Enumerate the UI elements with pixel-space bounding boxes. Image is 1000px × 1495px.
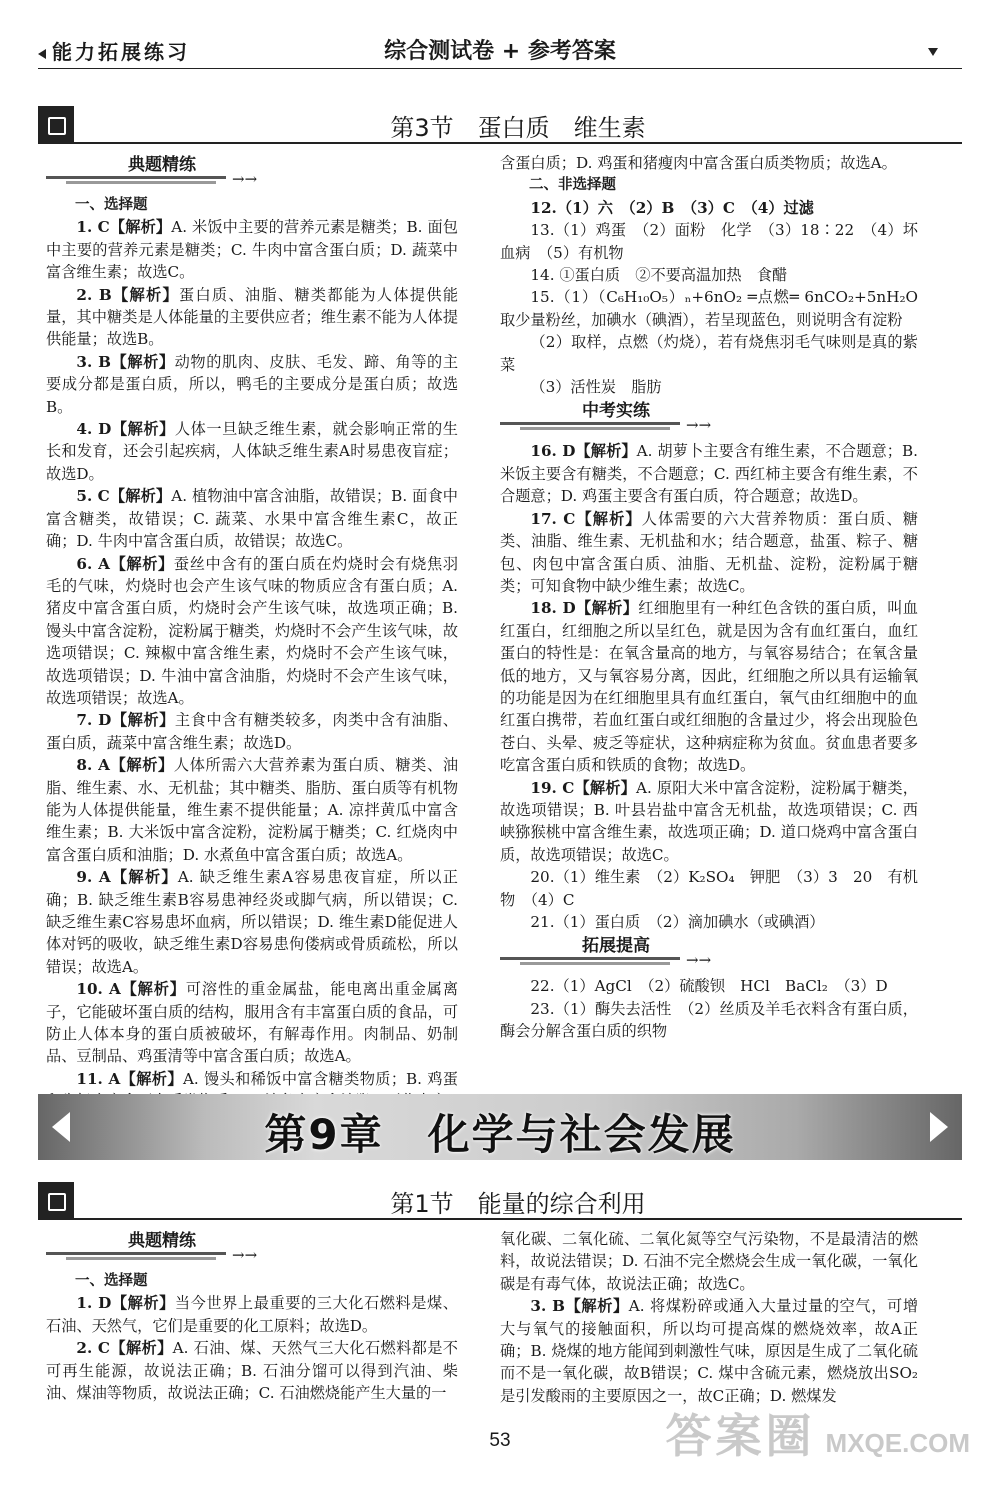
double-arrow-icon: →→ xyxy=(232,1246,258,1264)
answer-item: 11. A【解析】A. 馒头和稀饭中富含糖类物质；B. 鸡蛋 xyxy=(76,1069,458,1088)
arrow-stripes-icon xyxy=(500,957,680,967)
section1-left-column: 典题精练 →→ 一、选择题 1. C【解析】A. 米饭中主要的营养元素是糖类；B. 面包中主要的营养元素是糖类；C. 牛肉中富含蛋白质；D. 蔬菜中富含维生素；故选C。 2. B【解析】蛋白质、油脂、糖类都能为人体提供能量，其中糖类是人体能量的主要供应者；维生素不能为人体提供能量；故选B。 3. B【解析】动物的肌肉、皮肤、毛发、蹄、角等的主要成分都是蛋白质，所以，鸭毛的主要成分是蛋白质；故选B。 4. D【解析】人体一旦缺乏维生素，就会影响正常的生长和发育，还会引起疾病，人体缺乏维生素A时易患夜盲症；故选D。 5. C【解析】A. 植物油中富含油脂，故错误；B. 面食中富含糖类，故错误；C. 蔬菜、水果中富含维生素C，故正确；D. 牛肉中富含蛋白质，故错误；故选C。 6. A【解析】蚕丝中含有的蛋白质在灼烧时会有烧焦羽毛的气味，灼烧时也会产生该气味的物质应含有蛋白质；A. 猪皮中富含蛋白质，灼烧时会产生该气味，故选项正确；B. 馒头中富含淀粉，淀粉属于糖类，灼烧时不会产生该气味，故选项错误；C. 辣椒中富含维生素，灼烧时不会产生该气味，故选项错误；D. 牛油中富含油脂，灼烧时不会产生该气味，故选项错误；故选A。 7. D【解析】主食中含有糖类较多，肉类中含有油脂、蛋白质，蔬菜中富含维生素；故选D。 8. A【解析】人体所需六大营养素为蛋白质、糖类、油脂、维生素、水、无机盐；其中糖类、脂肪、蛋白质等有机物能为人体提供能量，维生素不提供能量；A. 凉拌黄瓜中富含维生素；B. 大米饭中富含淀粉，淀粉属于糖类；C. 红烧肉中富含蛋白质和油脂；D. 水煮鱼中富含蛋白质；故选A。 9. A【解析】A. 缺乏维生素A容易患夜盲症，所以正确；B. 缺乏维生素B容易患神经炎或脚气病，所以错误；C. 缺乏维生素C容易患坏血病，所以错误；D. 维生素D能促进人体对钙的吸收，缺乏维生素D容易患佝偻病或骨质疏松，所以错误；故选A。 10. A【解析】可溶性的重金属盐，能电离出重金属离子，它能破坏蛋白质的结构，服用含有丰富蛋白质的食品，可防止人体本身的蛋白质被破坏，有解毒作用。肉制品、奶制品、豆制品、鸡蛋清等中富含蛋白质；故选A。 11. A【解析】A. 馒头和稀饭中富含糖类物质；B. 鸡蛋 xyxy=(46,152,458,1113)
answer-item: 3. B【解析】动物的肌肉、皮肤、毛发、蹄、角等的主要成分都是蛋白质，所以，鸭毛的主要成分是蛋白质；故选B。 xyxy=(46,352,459,416)
answer-item: 1. C【解析】A. 米饭中主要的营养元素是糖类；B. 面包中主要的营养元素是糖类；C. 牛肉中富含蛋白质；D. 蔬菜中富含维生素；故选C。 xyxy=(46,218,458,282)
answer-item: 4. D【解析】人体一旦缺乏维生素，就会影响正常的生长和发育，还会引起疾病，人体缺乏维生素A时易患夜盲症；故选D。 xyxy=(46,420,458,483)
section-title: 第3节 蛋白质 维生素 xyxy=(390,114,646,142)
section-title-bar xyxy=(38,1182,962,1220)
answer-item: 18. D【解析】红细胞里有一种红色含铁的蛋白质，叫血红蛋白，红细胞之所以呈红色，就是因为含有血红蛋白，血红蛋白的特性是：在氧含量高的地方，与氧容易结合；在氧含量低的地方，又与氧容易分离，因此，红细胞之所以具有运输氧的功能是因为在红细胞里具有血红蛋白，氧气由红细胞中的血红蛋白携带，若血红蛋白或红细胞的含量过少，将会出现脸色苍白、头晕、疲乏等症状，这种病症称为贫血。贫血患者要多吃富含蛋白质和铁质的食物；故选D。 xyxy=(500,599,918,775)
answer-item: 17. C【解析】人体需要的六大营养物质：蛋白质、糖类、油脂、维生素、无机盐和水；结合题意，盐蛋、粽子、糖包、肉包中富含蛋白质、油脂、无机盐、淀粉，淀粉属于糖类；可知食物中缺少维生素；故选C。 xyxy=(500,509,918,595)
section-lock-icon xyxy=(38,106,74,144)
answer-item: 含蛋白质；D. 鸡蛋和猪瘦肉中富含蛋白质类物质；故选A。 xyxy=(500,154,897,172)
section1-right-column: 含蛋白质；D. 鸡蛋和猪瘦肉中富含蛋白质类物质；故选A。 二、非选择题 12.（1）六 （2）B （3）C （4）过滤 13.（1）鸡蛋 （2）面粉 化学 （3）18∶22 （4）坏血病 （5）有机物 14. ①蛋白质 ②不要高温加热 食醋 15.（1）（C₆H₁₀O₅）ₙ+6nO₂ ═点燃═ 6nCO₂+5nH₂O 取少量粉丝，加碘水（碘酒），若呈现蓝色，则说明含有淀粉 （2）取样，点燃（灼烧），若有烧焦羽毛气味则是真的紫菜 （3）活性炭 脂肪 中考实练 →→ 16. D【解析】A. 胡萝卜主要含有维生素，不合题意；B. 米饭主要含有糖类，不合题意；C. 西红柿主要含有维生素，不合题意；D. 鸡蛋主要含有蛋白质，符合题意；故选D。 17. C【解析】人体需要的六大营养物质：蛋白质、糖类、油脂、维生素、无机盐和水；结合题意，盐蛋、粽子、糖包、肉包中富含蛋白质、油脂、无机盐、淀粉，淀粉属于糖类；可知食物中缺少维生素；故选C。 18. D【解析】红细胞里有一种红色含铁的蛋白质，叫血红蛋白，红细胞之所以呈红色，就是因为含有血红蛋白，血红蛋白的特性是：在氧含量高的地方，与氧容易结合；在氧含量低的地方，又与氧容易分离，因此，红细胞之所以具有运输氧的功能是因为在红细胞里具有血红蛋白，氧气由红细胞中的血红蛋白携带，若血红蛋白或红细胞的含量过少，将会出现脸色苍白、头晕、疲乏等症状，这种病症称为贫血。贫血患者要多吃富含蛋白质和铁质的食物；故选D。 19. C【解析】A. 原阳大米中富含淀粉，淀粉属于糖类，故选项错误；B. 叶县岩盐中富含无机盐，故选项错误；C. 西峡猕猴桃中富含维生素，故选项正确；D. 道口烧鸡中富含蛋白质，故选项错误；故选C。 20.（1）维生素 （2）K₂SO₄ 钾肥 （3）3 20 有机物 （4）C 21.（1）蛋白质 （2）滴加碘水（或碘酒） 拓展提高 →→ 22.（1）AgCl （2）硫酸钡 HCl BaCl₂ （3）D 23.（1）酶失去活性 （2）丝质及羊毛衣料含有蛋白质，酶会分解含蛋白质的织物 xyxy=(500,152,918,1043)
answer-item: 1. D【解析】当今世界上最重要的三大化石燃料是煤、石油、天然气，它们是重要的化工原料；故选D。 xyxy=(46,1294,458,1335)
subheading-tuozhan: 拓展提高 →→ xyxy=(500,935,918,971)
answer-item: 氧化碳、二氧化硫、二氧化氮等空气污染物，不是最清洁的燃料，故说法错误；D. 石油不完全燃烧会生成一氧化碳，一氧化碳是有毒气体，故说法正确；故选C。 xyxy=(500,1230,918,1293)
page-number: 53 xyxy=(489,1430,511,1451)
section-title: 第1节 能量的综合利用 xyxy=(390,1190,646,1218)
answer-item: 10. A【解析】可溶性的重金属盐，能电离出重金属离子，它能破坏蛋白质的结构，服用含有丰富蛋白质的食品，可防止人体本身的蛋白质被破坏，有解毒作用。肉制品、奶制品、豆制品、鸡蛋清等中富含蛋白质；故选A。 xyxy=(46,980,459,1066)
answer-item: 16. D【解析】A. 胡萝卜主要含有维生素，不合题意；B. 米饭主要含有糖类，不合题意；C. 西红柿主要含有维生素，不合题意；D. 鸡蛋主要含有蛋白质，符合题意；故选D。 xyxy=(500,442,918,506)
subheading-dianti: 典题精练 →→ xyxy=(46,1230,458,1266)
header-rule xyxy=(38,68,962,69)
section-lock-icon xyxy=(38,1182,74,1220)
double-arrow-icon: →→ xyxy=(686,416,712,435)
answer-item: 15.（1）（C₆H₁₀O₅）ₙ+6nO₂ ═点燃═ 6nCO₂+5nH₂O 取少量粉丝，加碘水（碘酒），若呈现蓝色，则说明含有淀粉 xyxy=(500,288,934,329)
double-arrow-icon: →→ xyxy=(232,170,258,188)
answer-item: 6. A【解析】蚕丝中含有的蛋白质在灼烧时会有烧焦羽毛的气味，灼烧时也会产生该气味的物质应含有蛋白质；A. 猪皮中富含蛋白质，灼烧时会产生该气味，故选项正确；B. 馒头中富含淀粉，淀粉属于糖类，灼烧时不会产生该气味，故选项错误；C. 辣椒中富含维生素，灼烧时不会产生该气味，故选项错误；D. 牛油中富含油脂，灼烧时不会产生该气味，故选项错误；故选A。 xyxy=(46,554,459,707)
chapter-banner xyxy=(38,1094,962,1160)
answer-item: 2. C【解析】A. 石油、煤、天然气三大化石燃料都是不可再生能源，故说法正确；B. 石油分馏可以得到汽油、柴油、煤油等物质，故说法正确；C. 石油燃烧能产生大量的一 xyxy=(46,1339,458,1403)
answer-item: 23.（1）酶失去活性 （2）丝质及羊毛衣料含有蛋白质，酶会分解含蛋白质的织物 xyxy=(500,999,918,1041)
answer-item: 12.（1）六 （2）B （3）C （4）过滤 xyxy=(530,198,814,217)
answer-item: （3）活性炭 脂肪 xyxy=(530,378,662,397)
arrow-stripes-icon xyxy=(500,422,680,432)
answer-item: （2）取样，点燃（灼烧），若有烧焦羽毛气味则是真的紫菜 xyxy=(500,333,918,374)
watermark: 答案圈 MXQE.COM xyxy=(665,1410,970,1462)
section-title-bar xyxy=(38,106,962,144)
answer-item: 13.（1）鸡蛋 （2）面粉 化学 （3）18∶22 （4）坏血病 （5）有机物 xyxy=(500,221,918,262)
answer-item: 2. B【解析】蛋白质、油脂、糖类都能为人体提供能量，其中糖类是人体能量的主要供应者；维生素不能为人体提供能量；故选B。 xyxy=(46,285,459,349)
double-arrow-icon: →→ xyxy=(686,951,712,970)
answer-item: 9. A【解析】A. 缺乏维生素A容易患夜盲症，所以正确；B. 缺乏维生素B容易患神经炎或脚气病，所以错误；C. 缺乏维生素C容易患坏血病，所以错误；D. 维生素D能促进人体对钙的吸收，缺乏维生素D容易患佝偻病或骨质疏松，所以错误；故选A。 xyxy=(46,868,458,976)
answer-item: 8. A【解析】人体所需六大营养素为蛋白质、糖类、油脂、维生素、水、无机盐；其中糖类、脂肪、蛋白质等有机物能为人体提供能量，维生素不提供能量；A. 凉拌黄瓜中富含维生素；B. 大米饭中富含淀粉，淀粉属于糖类；C. 红烧肉中富含蛋白质和油脂；D. 水煮鱼中富含蛋白质；故选A。 xyxy=(46,756,459,864)
subheading-dianti: 典题精练 →→ xyxy=(46,154,458,190)
answer-item: 21.（1）蛋白质 （2）滴加碘水（或碘酒） xyxy=(530,913,825,931)
arrow-stripes-icon xyxy=(46,1252,226,1262)
arrow-stripes-icon xyxy=(46,176,226,186)
subheading-zhongkao: 中考实练 →→ xyxy=(500,400,918,436)
header-center: 综合测试卷 + 参考答案 xyxy=(384,39,616,64)
answer-item: 7. D【解析】主食中含有糖类较多，肉类中含有油脂、蛋白质，蔬菜中富含维生素；故选D。 xyxy=(46,711,458,752)
answer-item: 14. ①蛋白质 ②不要高温加热 食醋 xyxy=(530,266,788,285)
answer-item: 20.（1）维生素 （2）K₂SO₄ 钾肥 （3）3 20 有机物 （4）C xyxy=(500,868,918,909)
header-left-text: 能力拓展练习 xyxy=(52,40,190,64)
section2-left-column: 典题精练 →→ 一、选择题 1. D【解析】当今世界上最重要的三大化石燃料是煤、石油、天然气，它们是重要的化工原料；故选D。 2. C【解析】A. 石油、煤、天然气三大化石燃料都是不可再生能源，故说法正确；B. 石油分馏可以得到汽油、柴油、煤油等物质，故说法正确；C. 石油燃烧能产生大量的一 xyxy=(46,1228,458,1404)
answer-item: 3. B【解析】A. 将煤粉碎或通入大量过量的空气，可增大与氧气的接触面积，所以均可提高煤的燃烧效率，故A正确；B. 烧煤的地方能闻到刺激性气味，原因是生成了二氧化硫而不是一氧化碳，故B错误；C. 煤中含硫元素，燃烧放出SO₂是引发酸雨的主要原因之一，故C正确；D. 燃煤发 xyxy=(500,1297,919,1405)
answer-item: 5. C【解析】A. 植物油中富含油脂，故错误；B. 面食中富含糖类，故错误；C. 蔬菜、水果中富含维生素C，故正确；D. 牛肉中富含蛋白质，故错误；故选C。 xyxy=(46,487,458,551)
section2-right-column xyxy=(500,1228,918,1407)
answer-item: 19. C【解析】A. 原阳大米中富含淀粉，淀粉属于糖类，故选项错误；B. 叶县岩盐中富含无机盐，故选项错误；C. 西峡猕猴桃中富含维生素，故选项正确；D. 道口烧鸡中富含蛋白质，故选项错误；故选C。 xyxy=(500,778,918,864)
triangle-down-icon xyxy=(928,48,938,56)
chapter-title: 第9章 化学与社会发展 xyxy=(264,1110,736,1159)
answer-item: 22.（1）AgCl （2）硫酸钡 HCl BaCl₂ （3）D xyxy=(530,977,888,996)
